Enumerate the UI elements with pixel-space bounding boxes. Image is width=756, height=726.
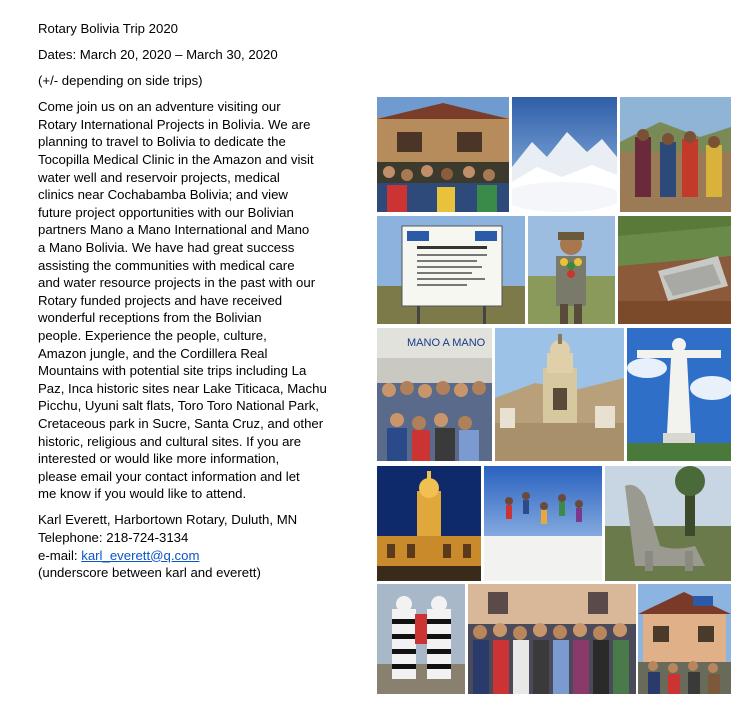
photo-cathedral-sucre [495,328,624,461]
body-line: clinics near Cochabamba Bolivia; and view [38,187,288,203]
body-line: Picchu, Uyuni salt flats, Toro Toro National Park, [38,398,319,414]
photo-mano-a-mano-group [377,328,492,461]
body-line: a Mano Bolivia. We have had great success [38,240,295,256]
contact-email-line [38,547,348,565]
photo-clinic-exterior [638,584,731,694]
body-line: please email your contact information and let [38,468,300,484]
body-line: and water resource projects in the past with our [38,275,316,291]
body-line: Come join us on an adventure visiting our [38,99,281,115]
sign-text: MANO A MANO [407,337,486,349]
photo-salt-flats-jump [484,466,602,581]
body-line: interested or would like more information, [38,451,280,467]
body-line: wonderful receptions from the Bolivian [38,310,262,326]
photo-project-sign [377,216,525,324]
email-note: (underscore between karl and everett) [38,565,261,581]
body-line: me know if you would like to attend. [38,486,247,502]
body-line: Mountains with potential site trips including La [38,363,307,379]
photo-andes-clouds [512,97,617,212]
body-line: Amazon jungle, and the Cordillera Real [38,345,268,361]
trip-dates: Dates: March 20, 2020 – March 30, 2020 [38,47,278,63]
photo-reservoir [618,216,731,324]
dates-note: (+/- depending on side trips) [38,73,203,89]
body-line: people. Experience the people, culture, [38,328,267,343]
contact-telephone: Telephone: 218-724-3134 [38,530,189,546]
photo-man-lei [528,216,615,324]
email-link[interactable]: karl_everett@q.com [81,547,200,563]
body-line: Rotary funded projects and have received [38,292,283,308]
body-line: Cretaceous park in Sucre, Santa Cruz, and other [38,415,324,431]
body-line: historic, religious and cultural sites. If you are [38,433,302,449]
photo-zebra-crossing-guards [377,584,465,694]
body-line: Paz, Inca historic sites near Lake Titicaca, Machu [38,380,327,396]
body-line: water well and reservoir projects, medical [38,169,280,185]
body-line: Tocopilla Medical Clinic in the Amazon and visit [38,152,314,168]
body-paragraph [38,98,348,503]
photo-market-people [620,97,731,212]
email-label: e-mail: [38,547,82,563]
body-line: Rotary International Projects in Bolivia. We are [38,116,311,132]
body-line: partners Mano a Mano International and Mano [38,222,310,238]
document-text [38,20,348,582]
contact-name: Karl Everett, Harbortown Rotary, Duluth, MN [38,512,298,528]
body-line: planning to travel to Bolivia to dedicate the [38,134,286,150]
photo-cristo-statue [627,328,731,461]
photo-church-night [377,466,481,581]
body-line: assisting the communities with medical care [38,257,295,273]
body-line: future project opportunities with our Bolivian [38,204,294,220]
photo-dinosaur-park [605,466,731,581]
document-title: Rotary Bolivia Trip 2020 [38,21,179,36]
photo-clinic-crowd [377,97,509,212]
photo-group-building [468,584,636,694]
